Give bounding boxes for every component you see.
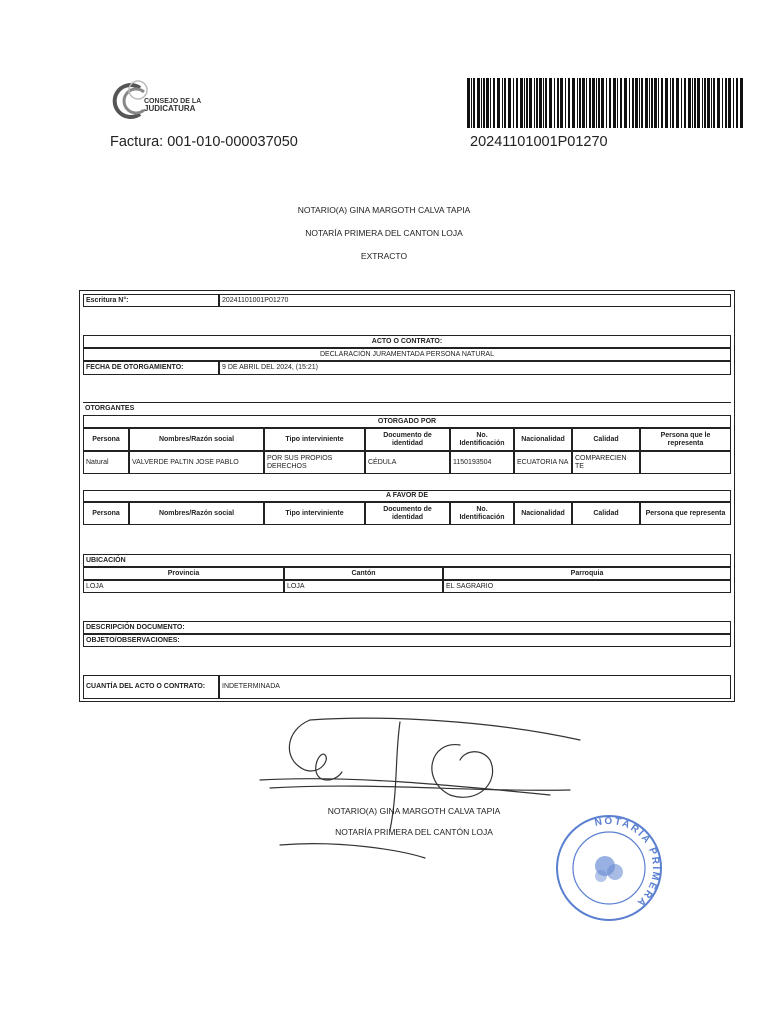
otorgado-header-col-6: Calidad — [572, 428, 640, 451]
barcode-bar — [481, 78, 482, 128]
barcode-bar — [534, 78, 535, 128]
barcode-bar — [722, 78, 723, 128]
barcode-bar — [579, 78, 581, 128]
barcode-bar — [688, 78, 691, 128]
favor-header-col-0: Persona — [83, 502, 129, 525]
favor-header-col-3: Documento de identidad — [365, 502, 450, 525]
barcode-bar — [639, 78, 640, 128]
favor-header-col-2: Tipo interviniente — [264, 502, 365, 525]
parroquia-header: Parroquia — [443, 567, 731, 580]
provincia-value: LOJA — [83, 580, 284, 593]
cuantia-value: INDETERMINADA — [219, 675, 731, 699]
logo-line-2: JUDICATURA — [144, 104, 196, 113]
barcode-bar — [477, 78, 480, 128]
otorgado-cell-col-4: 1150193504 — [450, 451, 514, 474]
barcode-bar — [697, 78, 700, 128]
otorgado-header-col-7: Persona que le representa — [640, 428, 731, 451]
judicatura-logo — [110, 74, 220, 124]
barcode-bar — [497, 78, 500, 128]
barcode-bar — [560, 78, 563, 128]
notaria-heading: NOTARÍA PRIMERA DEL CANTON LOJA — [305, 228, 463, 238]
extracto-heading: EXTRACTO — [360, 251, 408, 261]
barcode-bar — [654, 78, 657, 128]
barcode-number: 20241101001P01270 — [470, 134, 608, 150]
barcode-bar — [483, 78, 485, 128]
barcode-bar — [557, 78, 559, 128]
barcode-bar — [598, 78, 600, 128]
barcode-bar — [490, 78, 491, 128]
cuantia-label: CUANTÍA DEL ACTO O CONTRATO: — [83, 675, 219, 699]
stamp-text: NOTARIA PRIMERA — [593, 815, 662, 910]
barcode-bar — [702, 78, 703, 128]
barcode-image — [465, 78, 747, 128]
barcode-bar — [554, 78, 555, 128]
notario-heading: NOTARIO(A) GINA MARGOTH CALVA TAPIA — [297, 205, 471, 215]
barcode-bar — [520, 78, 523, 128]
extract-form — [79, 290, 735, 702]
otorgado-cell-col-3: CÉDULA — [365, 451, 450, 474]
barcode-bar — [676, 78, 679, 128]
parroquia-value: EL SAGRARIO — [443, 580, 731, 593]
barcode-bar — [572, 78, 575, 128]
otorgado-header-col-2: Tipo interviniente — [264, 428, 365, 451]
favor-header-col-5: Nacionalidad — [514, 502, 572, 525]
barcode-bar — [617, 78, 618, 128]
barcode-bar — [624, 78, 627, 128]
barcode-bar — [629, 78, 630, 128]
logo-wordmark — [144, 98, 201, 112]
factura-number: Factura: 001-010-000037050 — [110, 134, 298, 150]
barcode-bar — [536, 78, 538, 128]
barcode-bar — [692, 78, 693, 128]
barcode-bar — [733, 78, 734, 128]
otorgado-cell-col-5: ECUATORIA NA — [514, 451, 572, 474]
barcode-bar — [713, 78, 715, 128]
handwritten-signature — [250, 700, 590, 870]
provincia-header: Provincia — [83, 567, 284, 580]
barcode-bar — [711, 78, 712, 128]
barcode-bar — [568, 78, 570, 128]
canton-header: Cantón — [284, 567, 443, 580]
barcode-bar — [502, 78, 503, 128]
otorgado-cell-col-2: POR SUS PROPIOS DERECHOS — [264, 451, 365, 474]
otorgantes-title: OTORGANTES — [83, 402, 731, 415]
barcode-bar — [609, 78, 611, 128]
barcode-bar — [577, 78, 578, 128]
barcode-bar — [543, 78, 544, 128]
canton-value: LOJA — [284, 580, 443, 593]
barcode-bar — [704, 78, 706, 128]
barcode-bar — [613, 78, 616, 128]
logo-line-1: CONSEJO DE LA — [144, 98, 202, 105]
barcode-bar — [524, 78, 525, 128]
escritura-label: Escritura N°: — [83, 294, 219, 307]
barcode-bar — [670, 78, 671, 128]
barcode-bar — [672, 78, 674, 128]
barcode-bar — [635, 78, 638, 128]
barcode-bar — [504, 78, 506, 128]
favor-header-col-1: Nombres/Razón social — [129, 502, 264, 525]
objeto-label: OBJETO/OBSERVACIONES: — [83, 634, 731, 647]
barcode-bar — [651, 78, 653, 128]
barcode-bar — [717, 78, 720, 128]
barcode-bar — [681, 78, 682, 128]
barcode-bar — [658, 78, 659, 128]
notary-stamp — [553, 812, 665, 924]
otorgado-header-col-4: No. Identificación — [450, 428, 514, 451]
a-favor-de-title: A FAVOR DE — [83, 490, 731, 502]
barcode-bar — [539, 78, 542, 128]
otorgado-cell-col-7 — [640, 451, 731, 474]
favor-header-col-6: Calidad — [572, 502, 640, 525]
fecha-label: FECHA DE OTORGAMIENTO: — [83, 361, 219, 375]
escritura-value: 20241101001P01270 — [219, 294, 731, 307]
otorgado-cell-col-6: COMPARECIEN TE — [572, 451, 640, 474]
descripcion-label: DESCRIPCIÓN DOCUMENTO: — [83, 621, 731, 634]
barcode-bar — [493, 78, 495, 128]
otorgado-por-title: OTORGADO POR — [83, 415, 731, 428]
fecha-value: 9 DE ABRIL DEL 2024, (15:21) — [219, 361, 731, 375]
otorgado-header-col-1: Nombres/Razón social — [129, 428, 264, 451]
barcode-bar — [736, 78, 738, 128]
barcode-bar — [740, 78, 743, 128]
barcode-bar — [620, 78, 622, 128]
barcode-bar — [596, 78, 597, 128]
barcode-bar — [649, 78, 650, 128]
favor-header-col-4: No. Identificación — [450, 502, 514, 525]
barcode-bar — [725, 78, 727, 128]
barcode-bar — [641, 78, 643, 128]
barcode-bar — [694, 78, 696, 128]
barcode-bar — [592, 78, 595, 128]
otorgado-cell-col-0: Natural — [83, 451, 129, 474]
barcode-bar — [529, 78, 532, 128]
barcode-bar — [471, 78, 472, 128]
barcode-bar — [645, 78, 648, 128]
barcode-bar — [632, 78, 634, 128]
ubicacion-title: UBICACIÓN — [83, 554, 731, 567]
barcode-bar — [582, 78, 585, 128]
otorgado-header-col-5: Nacionalidad — [514, 428, 572, 451]
barcode-bar — [586, 78, 587, 128]
barcode-bar — [508, 78, 511, 128]
signature-notario-name: NOTARIO(A) GINA MARGOTH CALVA TAPIA — [327, 806, 501, 816]
otorgado-header-col-0: Persona — [83, 428, 129, 451]
barcode-bar — [665, 78, 668, 128]
barcode-bar — [606, 78, 607, 128]
barcode-bar — [661, 78, 663, 128]
barcode-bar — [601, 78, 604, 128]
barcode-bar — [486, 78, 489, 128]
otorgado-header-col-3: Documento de identidad — [365, 428, 450, 451]
acto-value: DECLARACIÓN JURAMENTADA PERSONA NATURAL — [83, 348, 731, 361]
favor-header-col-7: Persona que representa — [640, 502, 731, 525]
barcode-bar — [565, 78, 566, 128]
barcode-bar — [549, 78, 552, 128]
barcode-bar — [513, 78, 514, 128]
barcode-bar — [473, 78, 475, 128]
barcode-bar — [707, 78, 710, 128]
barcode-bar — [545, 78, 547, 128]
otorgado-cell-col-1: VALVERDE PALTIN JOSE PABLO — [129, 451, 264, 474]
barcode-bar — [684, 78, 686, 128]
acto-title: ACTO O CONTRATO: — [83, 335, 731, 348]
barcode-bar — [589, 78, 591, 128]
signature-notaria-name: NOTARÍA PRIMERA DEL CANTÓN LOJA — [335, 827, 493, 837]
barcode-bar — [728, 78, 731, 128]
barcode-bar — [467, 78, 470, 128]
barcode-bar — [516, 78, 518, 128]
barcode-bar — [526, 78, 528, 128]
